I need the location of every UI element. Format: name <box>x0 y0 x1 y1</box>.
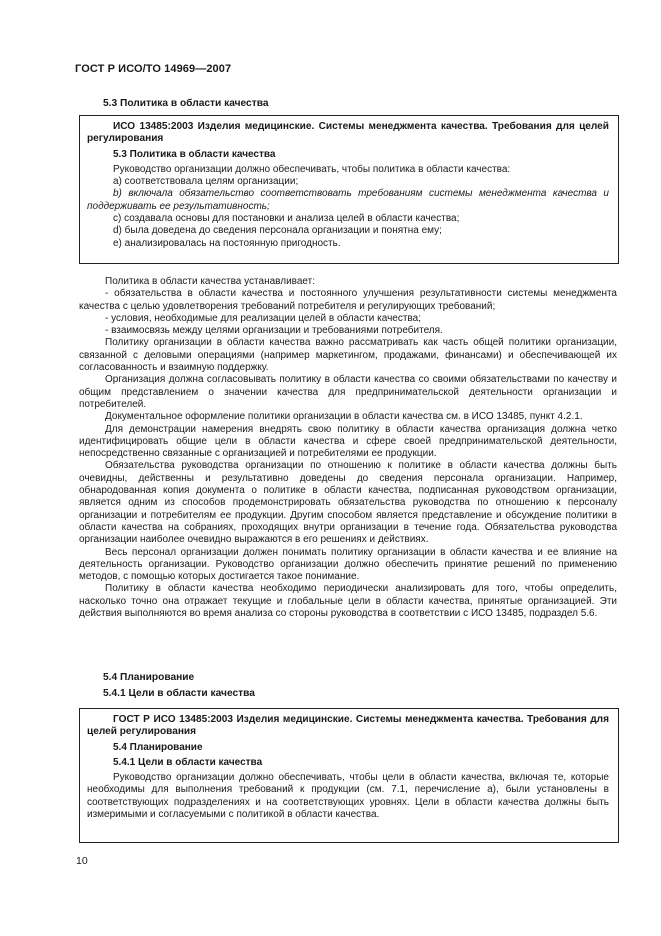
box-text: Руководство организации должно обеспечивать, чтобы цели в области качества, включая те, которые необходимы для выполнения требований к продукции (см. 7.1, перечисление а), были установлены в соответствующих подразделениях и на соответствующих уровнях. Цели в области качества должны быть измеримыми и согласуемыми с политикой в области качества. <box>87 772 609 821</box>
list-item: d) была доведена до сведения персонала организации и понятна ему; <box>113 225 442 237</box>
paragraph: Обязательства руководства организации по отношению к политике в области качества должны быть очевидны, действенны и результативно доведены до сведения персонала организации. Например, обнародованная копия документа о политике в области качества, подписанная руководством организации, является одним из способов продемонстрировать обязательства руководства по отношению к персоналу организации и потребителям ее продукции. Другим способом является представление и обсуждение политики в области качества на собраниях, проходящих внутри организации в течение года. Обязательства руководства организации наиболее очевидно выражаются в его решениях и действиях. <box>79 460 617 546</box>
paragraph: Политика в области качества устанавливает: <box>105 276 316 287</box>
list-item: a) соответствовала целям организации; <box>113 176 299 188</box>
dash-item: - условия, необходимые для реализации целей в области качества; <box>105 312 421 324</box>
standard-title: ИСО 13485:2003 Изделия медицинские. Системы менеджмента качества. Требования для целей регулирования <box>87 121 609 145</box>
paragraph: Организация должна согласовывать политику в области качества со своими обязательствами по качеству и общим представлением о значении качества для предпринимательской деятельности организации и потребителей. <box>79 374 617 410</box>
box-heading: 5.3 Политика в области качества <box>113 148 276 160</box>
paragraph: Для демонстрации намерения внедрять свою политику в области качества организация должна четко идентифицировать общие цели в области качества и сфере своей предпринимательской деятельности, непосредственно связанные с организацией и потребителями ее продукции. <box>79 423 617 460</box>
paragraph: Политику в области качества необходимо периодически анализировать для того, чтобы определить, насколько точно она отражает текущие и глобальные цели в области качества, принятые организацией. Эти действия выполняются во время анализа со стороны руководства в соответствии с ИСО 13485, подраздел 5.6. <box>79 583 617 620</box>
list-item: c) создавала основы для постановки и анализа целей в области качества; <box>113 213 460 225</box>
standard-title: ГОСТ Р ИСО 13485:2003 Изделия медицинские. Системы менеджмента качества. Требования для целей регулирования <box>87 714 609 738</box>
box-sub-heading: 5.4.1 Цели в области качества <box>113 756 263 768</box>
paragraph: Политику организации в области качества важно рассматривать как часть общей политики организации, связанной с деловыми операциями (например маркетингом, продажами, финансами) и обеспечивающей их согласованность и взаимную поддержку. <box>79 337 617 374</box>
quoted-standard-box-5-3 <box>79 115 619 264</box>
quoted-standard-box-5-4 <box>79 708 619 843</box>
dash-item: - обязательства в области качества и постоянного улучшения результативности системы менеджмента качества с целью удовлетворения требований потребителя и регулирующих требований; <box>79 288 617 312</box>
box-intro: Руководство организации должно обеспечивать, чтобы политика в области качества: <box>113 163 511 175</box>
list-item: e) анализировалась на постоянную пригодность. <box>113 237 341 249</box>
section-heading-5-4-1: 5.4.1 Цели в области качества <box>103 688 255 699</box>
document-header: ГОСТ Р ИСО/ТО 14969—2007 <box>75 63 232 75</box>
list-item: b) включала обязательство соответствовать требованиям системы менеджмента качества и поддерживать ее результативность; <box>87 188 609 212</box>
section-heading-5-3: 5.3 Политика в области качества <box>103 98 269 109</box>
page-number: 10 <box>76 855 88 867</box>
paragraph: Весь персонал организации должен понимать политику организации в области качества и ее влияние на деятельность организации. Руководство организации должно обеспечить принятие решений по применению методов, с помощью которых достигается такое понимание. <box>79 546 617 583</box>
body-text <box>79 276 617 620</box>
section-heading-5-4: 5.4 Планирование <box>103 672 195 683</box>
box-heading: 5.4 Планирование <box>113 741 203 753</box>
dash-item: - взаимосвязь между целями организации и требованиями потребителя. <box>105 325 443 337</box>
paragraph: Документальное оформление политики организации в области качества см. в ИСО 13485, пункт 4.2.1. <box>105 411 583 423</box>
